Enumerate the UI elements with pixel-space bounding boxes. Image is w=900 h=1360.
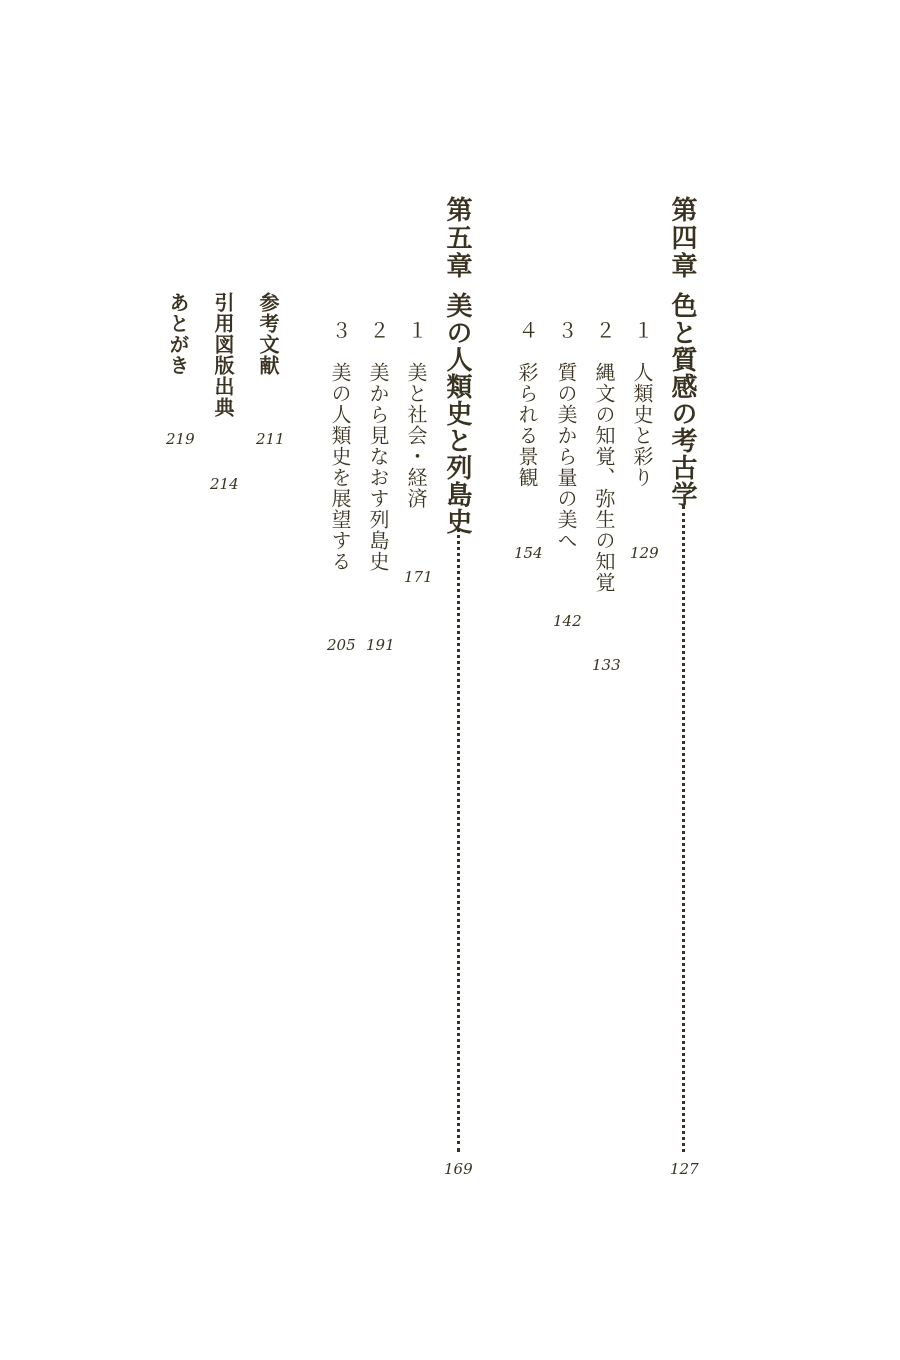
chapter-5-page: 169 <box>444 1160 473 1178</box>
chapter-5-section-1-page: 171 <box>404 568 433 586</box>
chapter-4-section-3-title: 質の美から量の美へ <box>554 362 578 551</box>
chapter-5-section-2-number: ２ <box>366 320 390 340</box>
back-matter-afterword-title: あとがき <box>166 292 190 376</box>
chapter-5-section-1-number: １ <box>404 320 428 340</box>
chapter-4-section-1-page: 129 <box>630 544 659 562</box>
back-matter-figure-sources-title: 引用図版出典 <box>211 292 235 418</box>
chapter-4-section-1-number: １ <box>630 320 654 340</box>
chapter-5-section-3-title: 美の人類史を展望する <box>328 362 352 572</box>
back-matter-figure-sources-page: 214 <box>210 475 239 493</box>
chapter-5-section-2-page: 191 <box>366 636 395 654</box>
chapter-5-section-3-number: ３ <box>328 320 352 340</box>
chapter-5-section-2-title: 美から見なおす列島史 <box>366 362 390 572</box>
chapter-4-section-4-page: 154 <box>514 544 543 562</box>
chapter-4-section-2-title: 縄文の知覚、弥生の知覚 <box>592 362 616 593</box>
chapter-5-label: 第五章 <box>442 196 472 280</box>
chapter-4-leader <box>682 506 685 1152</box>
chapter-4-section-2-page: 133 <box>592 656 621 674</box>
chapter-4-title: 色と質感の考古学 <box>667 292 697 508</box>
chapter-4-section-3-page: 142 <box>553 612 582 630</box>
chapter-4-section-4-title: 彩られる景観 <box>515 362 539 488</box>
back-matter-afterword-page: 219 <box>166 430 195 448</box>
chapter-4-label: 第四章 <box>667 196 697 280</box>
chapter-5-section-1-title: 美と社会・経済 <box>404 362 428 509</box>
chapter-4-section-2-number: ２ <box>592 320 616 340</box>
chapter-4-section-4-number: ４ <box>515 320 539 340</box>
chapter-4-section-3-number: ３ <box>554 320 578 340</box>
chapter-5-leader <box>457 528 460 1152</box>
back-matter-references-title: 参考文献 <box>256 292 280 376</box>
chapter-4-section-1-title: 人類史と彩り <box>630 362 654 488</box>
chapter-4-page: 127 <box>670 1160 699 1178</box>
back-matter-references-page: 211 <box>256 430 285 448</box>
chapter-5-section-3-page: 205 <box>327 636 356 654</box>
chapter-5-title: 美の人類史と列島史 <box>442 292 472 535</box>
